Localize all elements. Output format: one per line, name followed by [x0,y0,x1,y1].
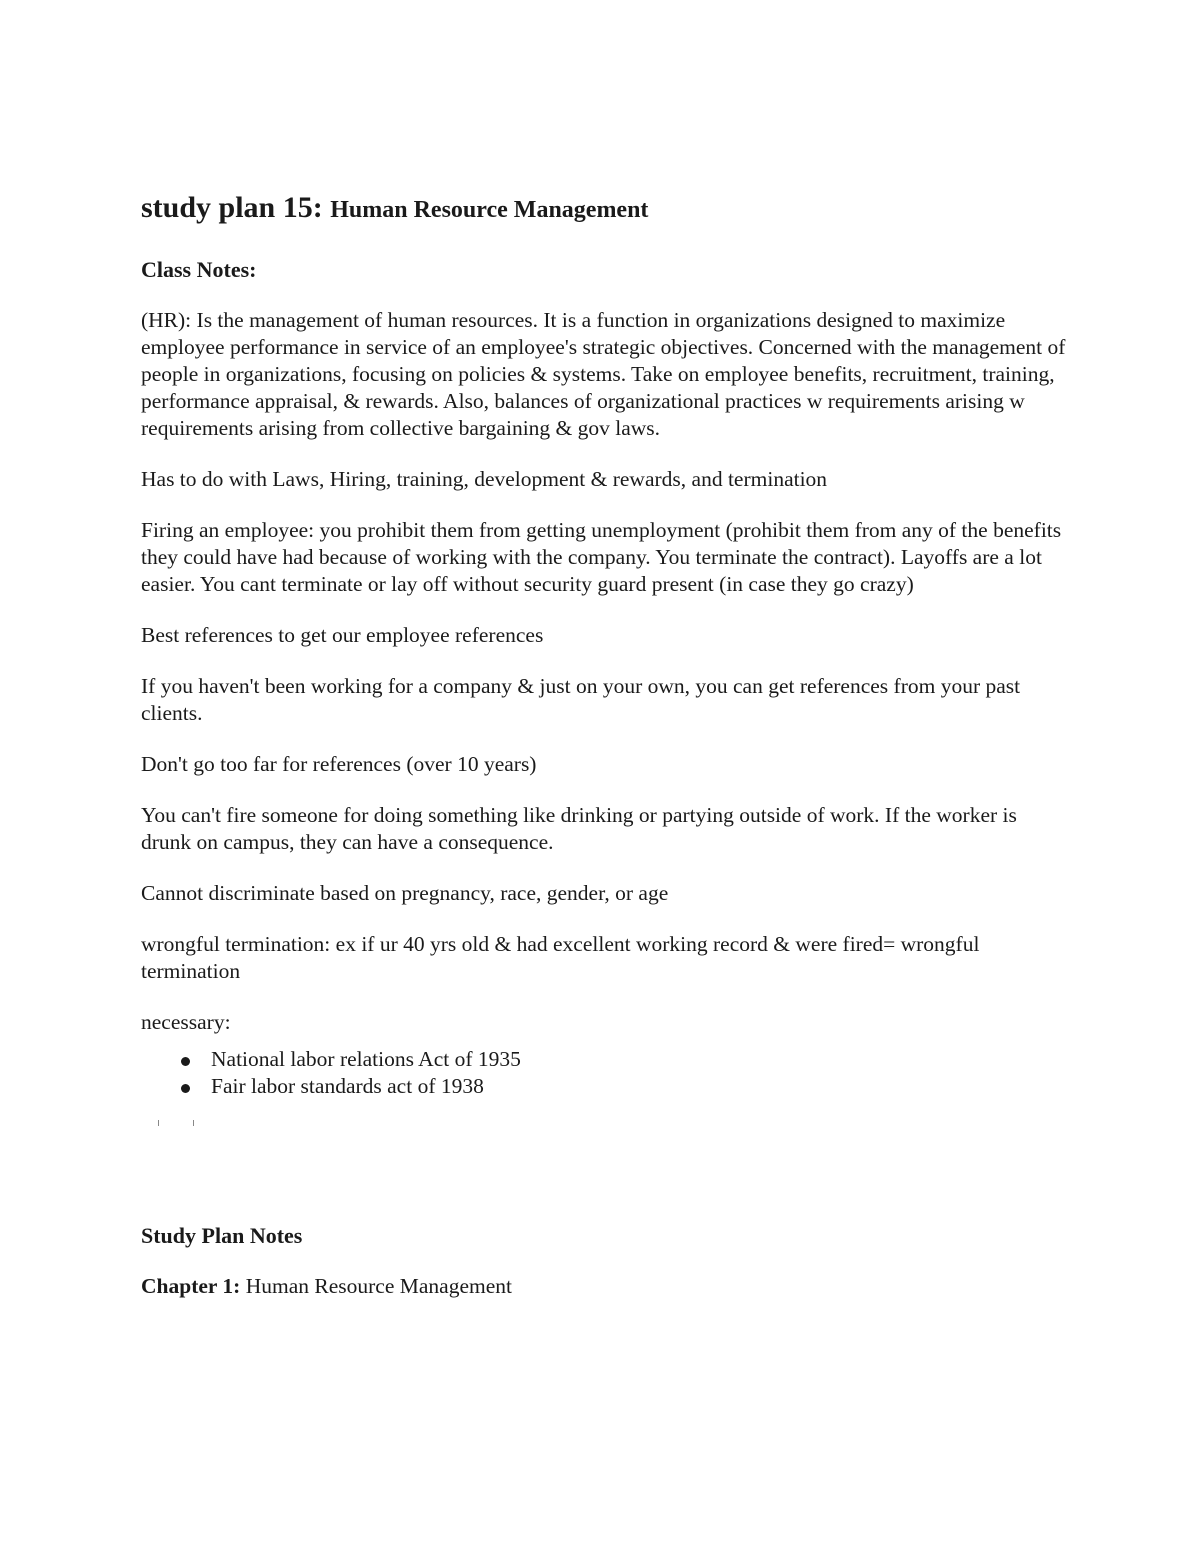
chapter-line [141,1273,1071,1300]
paragraph-wrongful-termination: wrongful termination: ex if ur 40 yrs old & had excellent working record & were fired= wrongful termination [141,932,980,983]
title-main: study plan 15: [141,191,331,224]
paragraph-firing: Firing an employee: you prohibit them from getting unemployment (prohibit them from any of the benefits they could have had because of working with the company. You terminate the contract). Layoffs are a lot easier. You cant terminate or lay off without security guard present (in case they go crazy) [141,518,1062,596]
class-notes-heading: Class Notes: [141,257,257,282]
list-item: Fair labor standards act of 1938 [177,1073,1071,1100]
paragraph-hr-definition: (HR): Is the management of human resources. It is a function in organizations designed to maximize employee performance in service of an employee's strategic objectives. Concerned with the management of people in organizations, focusing on policies & systems. Take on employee benefits, recruitment, training, performance appraisal, & rewards. Also, balances of organizational practices w requirements arising w requirements arising from collective bargaining & gov laws. [141,308,1066,440]
paragraph-references: Best references to get our employee references [141,623,544,647]
paragraph-reference-age: Don't go too far for references (over 10 years) [141,752,537,776]
paragraph-scope: Has to do with Laws, Hiring, training, development & rewards, and termination [141,467,828,491]
study-plan-notes-heading: Study Plan Notes [141,1223,303,1248]
document-page [141,188,1071,1300]
title-subject: Human Resource Management [330,197,649,223]
bullet-list [141,1046,1071,1100]
paragraph-necessary: necessary: [141,1010,231,1034]
chapter-label: Chapter 1: [141,1274,246,1298]
paragraph-outside-work: You can't fire someone for doing something like drinking or partying outside of work. If the worker is drunk on campus, they can have a consequence. [141,803,1017,854]
empty-mark [158,1120,159,1126]
empty-bullet-marks [141,1106,1071,1136]
chapter-title: Human Resource Management [245,1274,512,1298]
paragraph-discrimination: Cannot discriminate based on pregnancy, race, gender, or age [141,881,669,905]
paragraph-past-clients: If you haven't been working for a company & just on your own, you can get references from your past clients. [141,674,1021,725]
empty-mark [193,1120,194,1126]
document-title [141,188,1071,230]
list-item: National labor relations Act of 1935 [177,1046,1071,1073]
